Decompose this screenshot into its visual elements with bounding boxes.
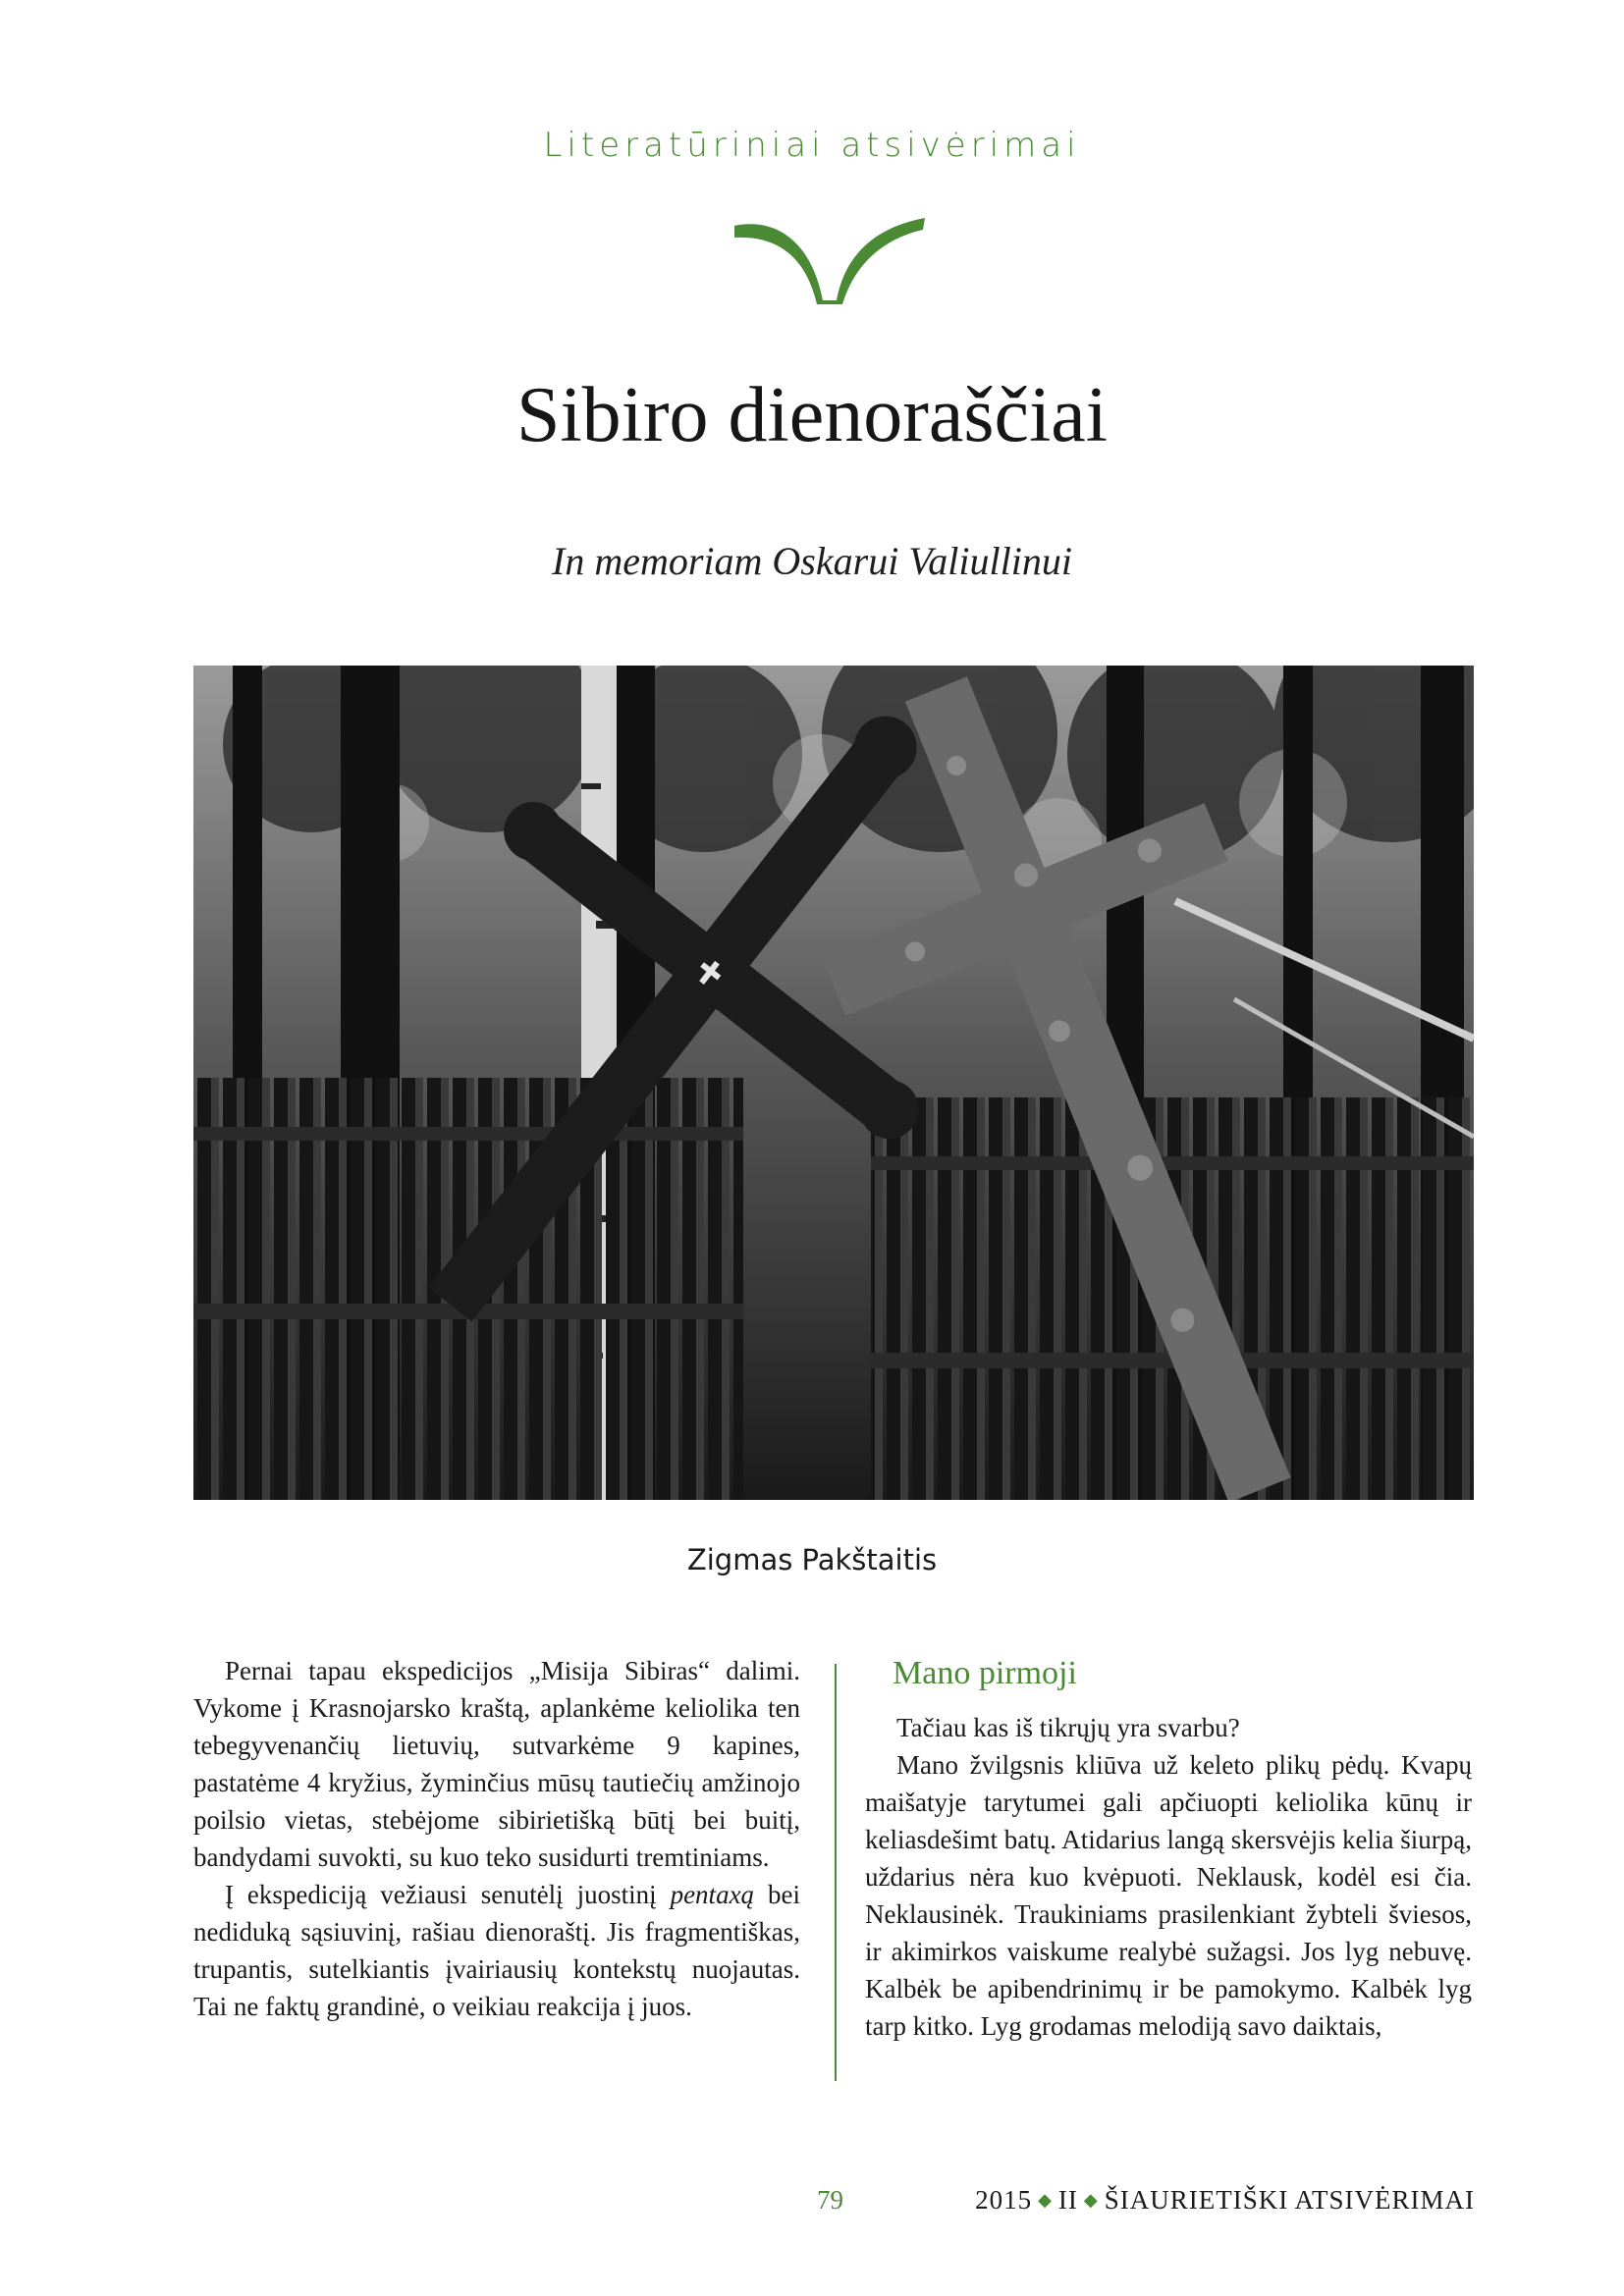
journal-info: [975, 2185, 1475, 2216]
paragraph-text: Į ekspediciją vežiausi senutėlį juostinį: [225, 1880, 671, 1909]
paragraph: Tačiau kas iš tikrųjų yra svarbu?: [896, 1713, 1240, 1742]
author-name: Zigmas Pakštaitis: [686, 1543, 938, 1576]
camera-name: pentaxą: [670, 1880, 755, 1909]
right-column: [865, 1652, 1472, 2045]
paragraph: [193, 1876, 800, 2025]
section-label: Literatūriniai atsivėrimai: [543, 126, 1081, 165]
section-subheading: Mano pirmoji: [893, 1655, 1077, 1691]
column-divider: [835, 1664, 837, 2081]
left-column: [193, 1652, 800, 2025]
cemetery-crosses-photo: [193, 666, 1474, 1500]
issue-year: 2015: [975, 2185, 1033, 2215]
paragraph-text: bei nediduką sąsiuvinį, rašiau dienoraštį. Jis fragmentiškas, trupantis, sutelkiantis įvairiausių kontekstų nuojautas. Tai ne faktų grandinė, o veikiau reakcija į juos.: [193, 1880, 800, 2021]
article-subtitle: In memoriam Oskarui Valiullinui: [552, 539, 1072, 583]
page-footer: [0, 2185, 1624, 2224]
paragraph: Pernai tapau ekspedicijos „Misija Sibiras“ dalimi. Vykome į Krasnojarsko kraštą, aplankėme keliolika ten tebegyvenančių lietuvių, sutvarkėme 9 kapines, pastatėme 4 kryžius, žyminčius mūsų tautiečių amžinojo poilsio vietas, stebėjome sibirietišką būtį bei buitį, bandydami suvokti, su kuo teko susidurti tremtiniams.: [193, 1656, 800, 1872]
separator-diamond-icon: ◆: [1038, 2190, 1053, 2210]
separator-diamond-icon: ◆: [1083, 2190, 1099, 2210]
issue-number: II: [1057, 2185, 1078, 2215]
article-title: Sibiro dienoraščiai: [515, 372, 1109, 458]
page-number: 79: [817, 2185, 843, 2215]
v-check-logo-icon: [727, 208, 933, 306]
paragraph: Mano žvilgsnis kliūva už keleto plikų pėdų. Kvapų maišatyje tarytumei gali apčiuopti keliolika kūnų ir keliasdešimt batų. Atidarius langą skersvėjis kelia šiurpą, uždarius nėra kuo kvėpuoti. Neklausk, kodėl esi čia. Neklausinėk. Traukiniams prasilenkiant žybteli šviesos, ir akimirkos vaiskume realybė sužagsi. Jos lyg nebuvę. Kalbėk be apibendrinimų ir be pamokymo. Kalbėk lyg tarp kitko. Lyg grodamas melodiją savo daiktais,: [865, 1750, 1472, 2041]
journal-name: ŠIAURIETIŠKI ATSIVĖRIMAI: [1104, 2185, 1475, 2215]
